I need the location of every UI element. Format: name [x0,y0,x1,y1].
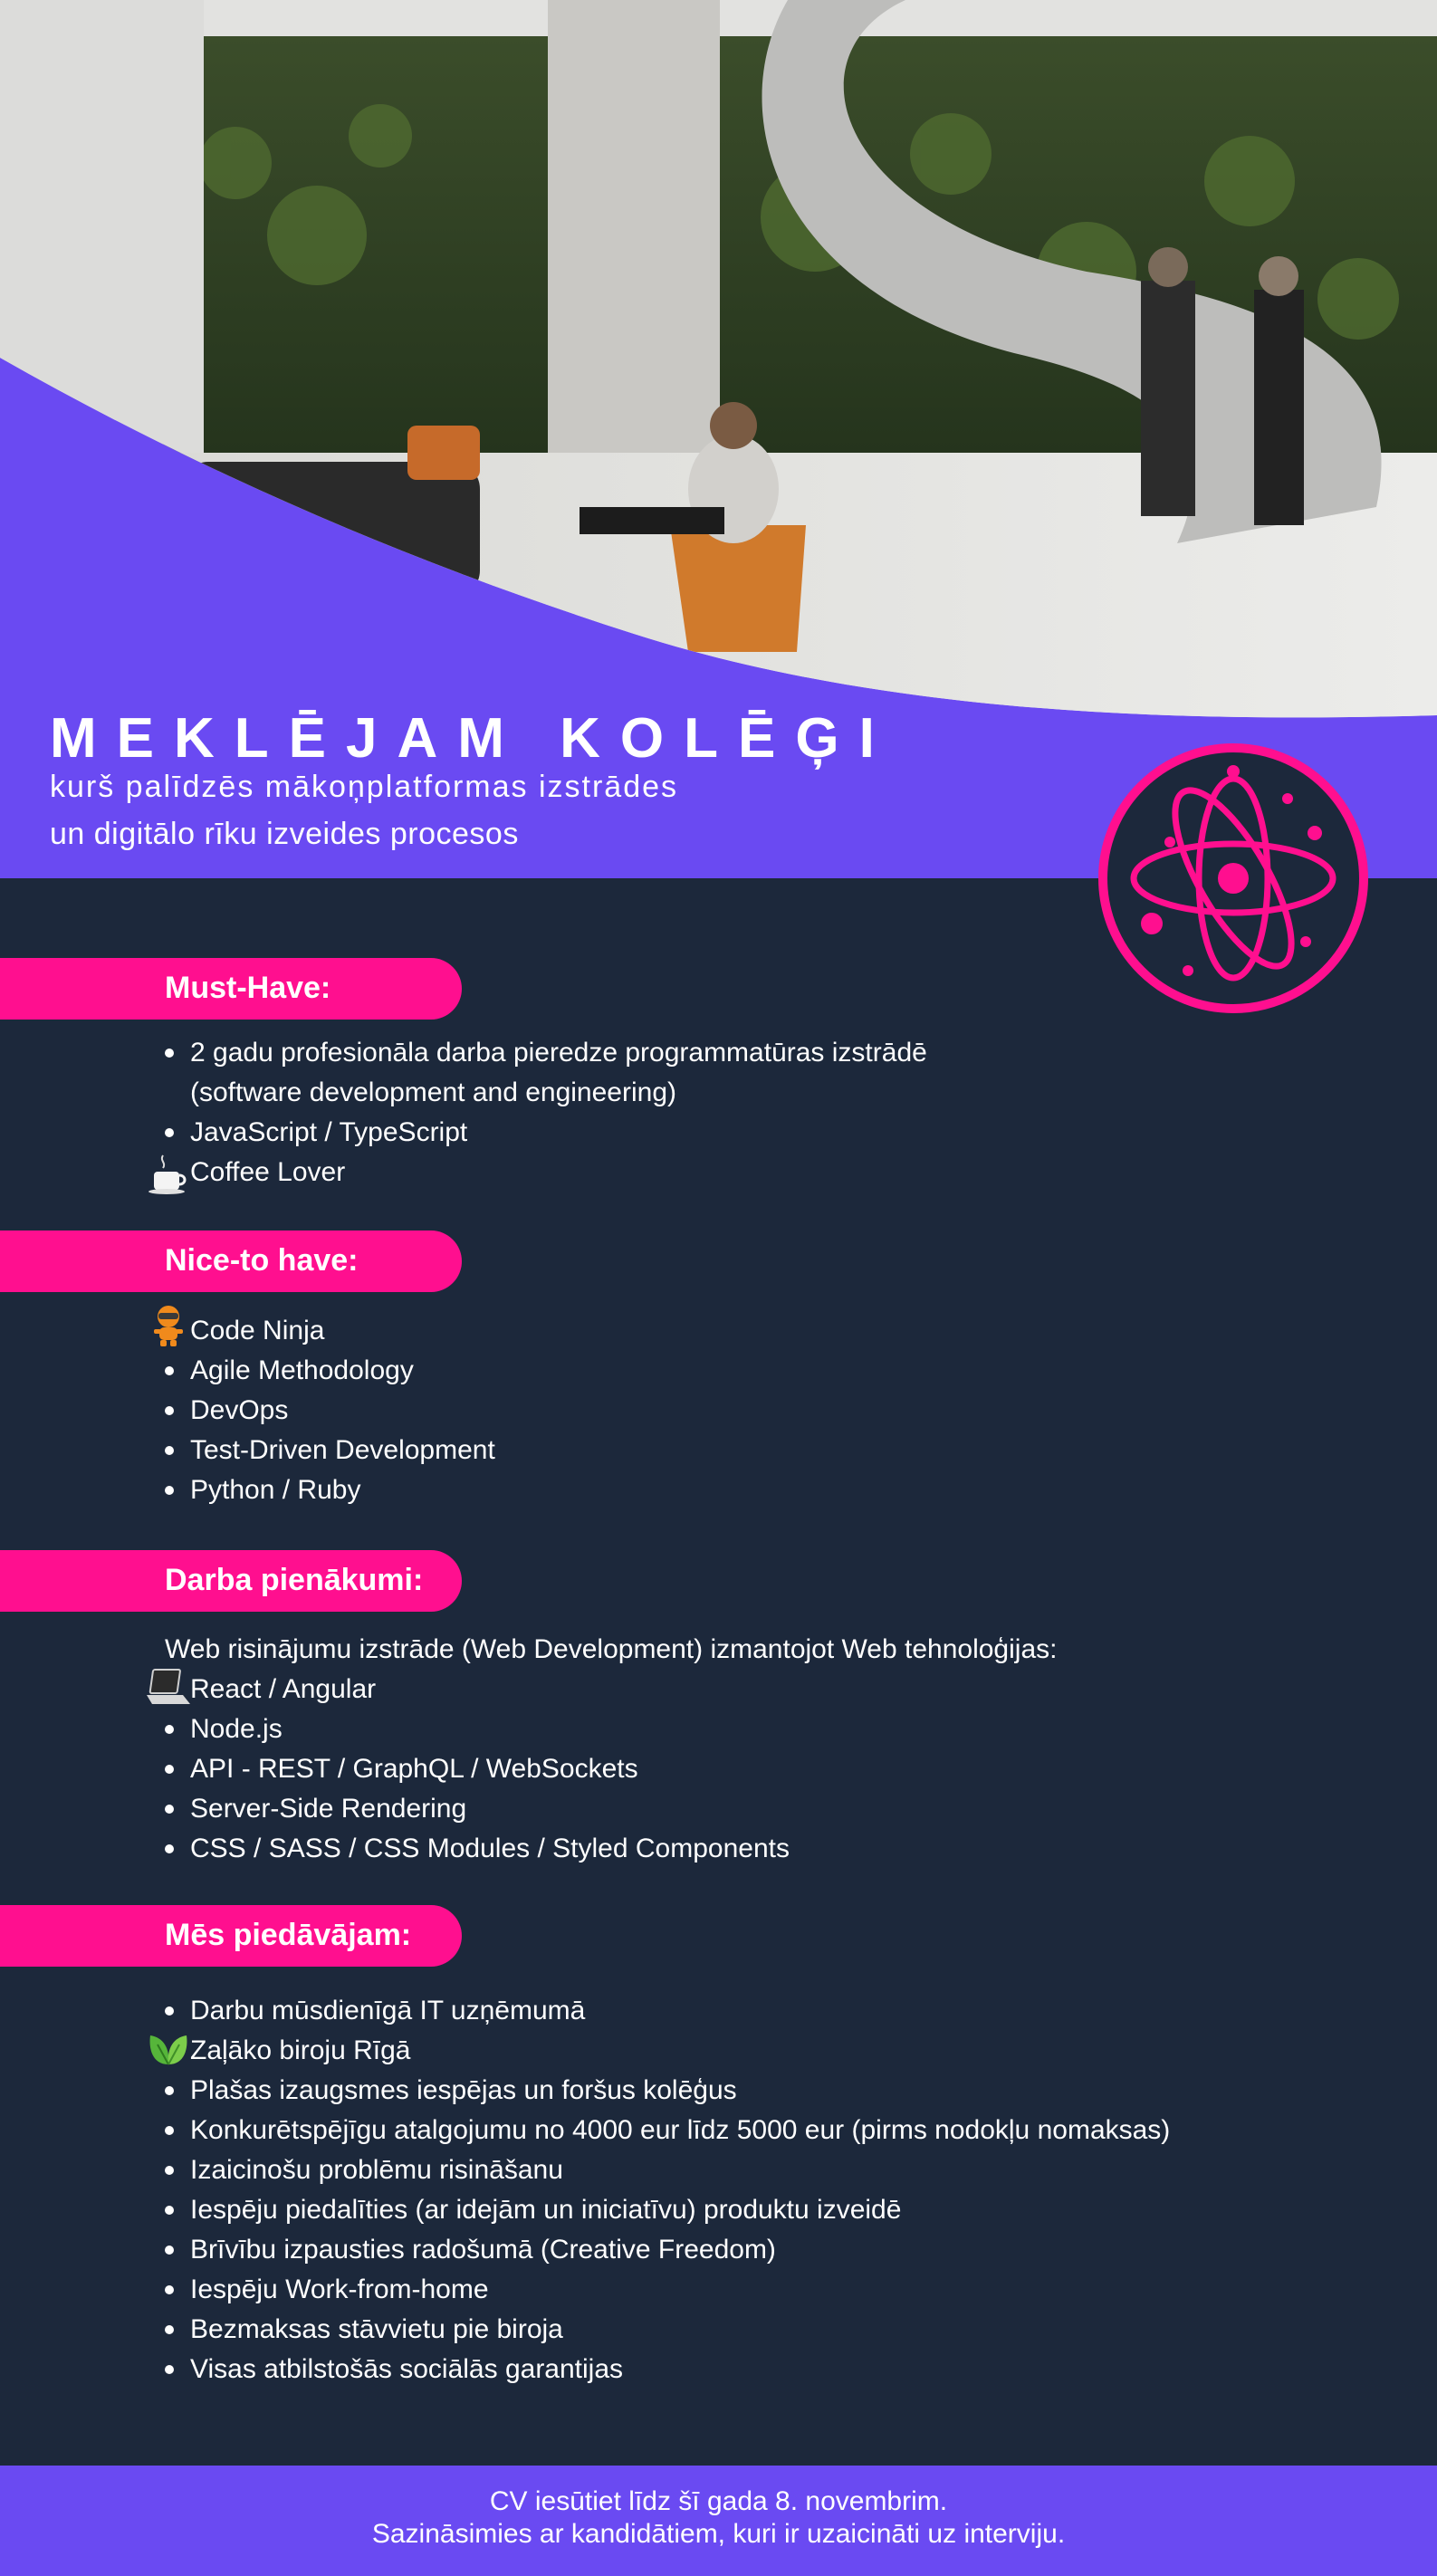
section-title: Mēs piedāvājam: [165,1918,412,1952]
list-item: Bezmaksas stāvvietu pie biroja [190,2314,563,2344]
section-title: Darba pienākumi: [165,1563,424,1597]
bullet [165,2166,174,2175]
page-subtitle-line-1: kurš palīdzēs mākoņplatformas izstrādes [50,770,679,804]
list-item: React / Angular [190,1674,377,1704]
bullet [165,1844,174,1853]
bullet [165,2206,174,2215]
list-item: Plašas izaugsmes iespējas un foršus kolēģus [190,2075,737,2105]
list-item: Darbu mūsdienīgā IT uzņēmumā [190,1996,586,2025]
list-item: API - REST / GraphQL / WebSockets [190,1754,638,1784]
page-subtitle-line-2: un digitālo rīku izveides procesos [50,817,519,851]
section-header-offer [0,1905,462,1967]
list-item: Python / Ruby [190,1475,361,1505]
list-item: Code Ninja [190,1316,325,1345]
footer [0,2466,1437,2576]
page-title: MEKLĒJAM KOLĒĢI [50,707,895,770]
list-item: DevOps [190,1395,289,1425]
list-item: Visas atbilstošās sociālās garantijas [190,2354,624,2384]
list-item: Konkurētspējīgu atalgojumu no 4000 eur līdz 5000 eur (pirms nodokļu nomaksas) [190,2115,1171,2145]
list-item: Server-Side Rendering [190,1794,467,1824]
bullet [165,1128,174,1137]
section-header-duties [0,1550,462,1612]
bullet [165,1805,174,1814]
list-item: Coffee Lover [190,1157,346,1187]
bullet [165,2006,174,2016]
list-item: Agile Methodology [190,1355,414,1385]
list-item: Iespēju Work-from-home [190,2274,489,2304]
list-item: JavaScript / TypeScript [190,1117,468,1147]
footer-line-1: CV iesūtiet līdz šī gada 8. novembrim. [489,2486,948,2516]
laptop-icon [145,1664,192,1708]
list-item: 2 gadu profesionāla darba pieredze programmatūras izstrādē [190,1038,927,1068]
section-header-nice-to-have [0,1231,462,1292]
list-item: Brīvību izpausties radošumā (Creative Freedom) [190,2235,776,2265]
list-item: Izaicinošu problēmu risināšanu [190,2155,563,2185]
coffee-icon [145,1152,192,1195]
list-item: Test-Driven Development [190,1435,495,1465]
bullet [165,1765,174,1774]
list-item: (software development and engineering) [190,1077,676,1107]
bullet [165,2285,174,2294]
bullet [165,2246,174,2255]
bullet [165,1446,174,1455]
bullet [165,2126,174,2135]
bullet [165,2365,174,2374]
section-intro: Web risinājumu izstrāde (Web Development) izmantojot Web tehnoloģijas: [165,1634,1058,1664]
bullet [165,1049,174,1058]
list-item: Zaļāko biroju Rīgā [190,2035,411,2065]
bullet [165,2325,174,2334]
bullet [165,1725,174,1734]
bullet [165,1366,174,1375]
bullet [165,1406,174,1415]
list-item: CSS / SASS / CSS Modules / Styled Components [190,1834,790,1863]
leaf-icon [145,2028,192,2072]
section-title: Nice-to have: [165,1243,359,1278]
section-header-must-have [0,958,462,1020]
section-title: Must-Have: [165,971,331,1005]
bullet [165,2086,174,2095]
list-item: Iespēju piedalīties (ar idejām un iniciatīvu) produktu izveidē [190,2195,902,2225]
atom-icon [1097,742,1369,1014]
office-photo [0,0,1437,724]
footer-line-2: Sazināsimies ar kandidātiem, kuri ir uzaicināti uz interviju. [371,2519,1066,2549]
ninja-icon [145,1304,192,1347]
list-item: Node.js [190,1714,283,1744]
bullet [165,1486,174,1495]
